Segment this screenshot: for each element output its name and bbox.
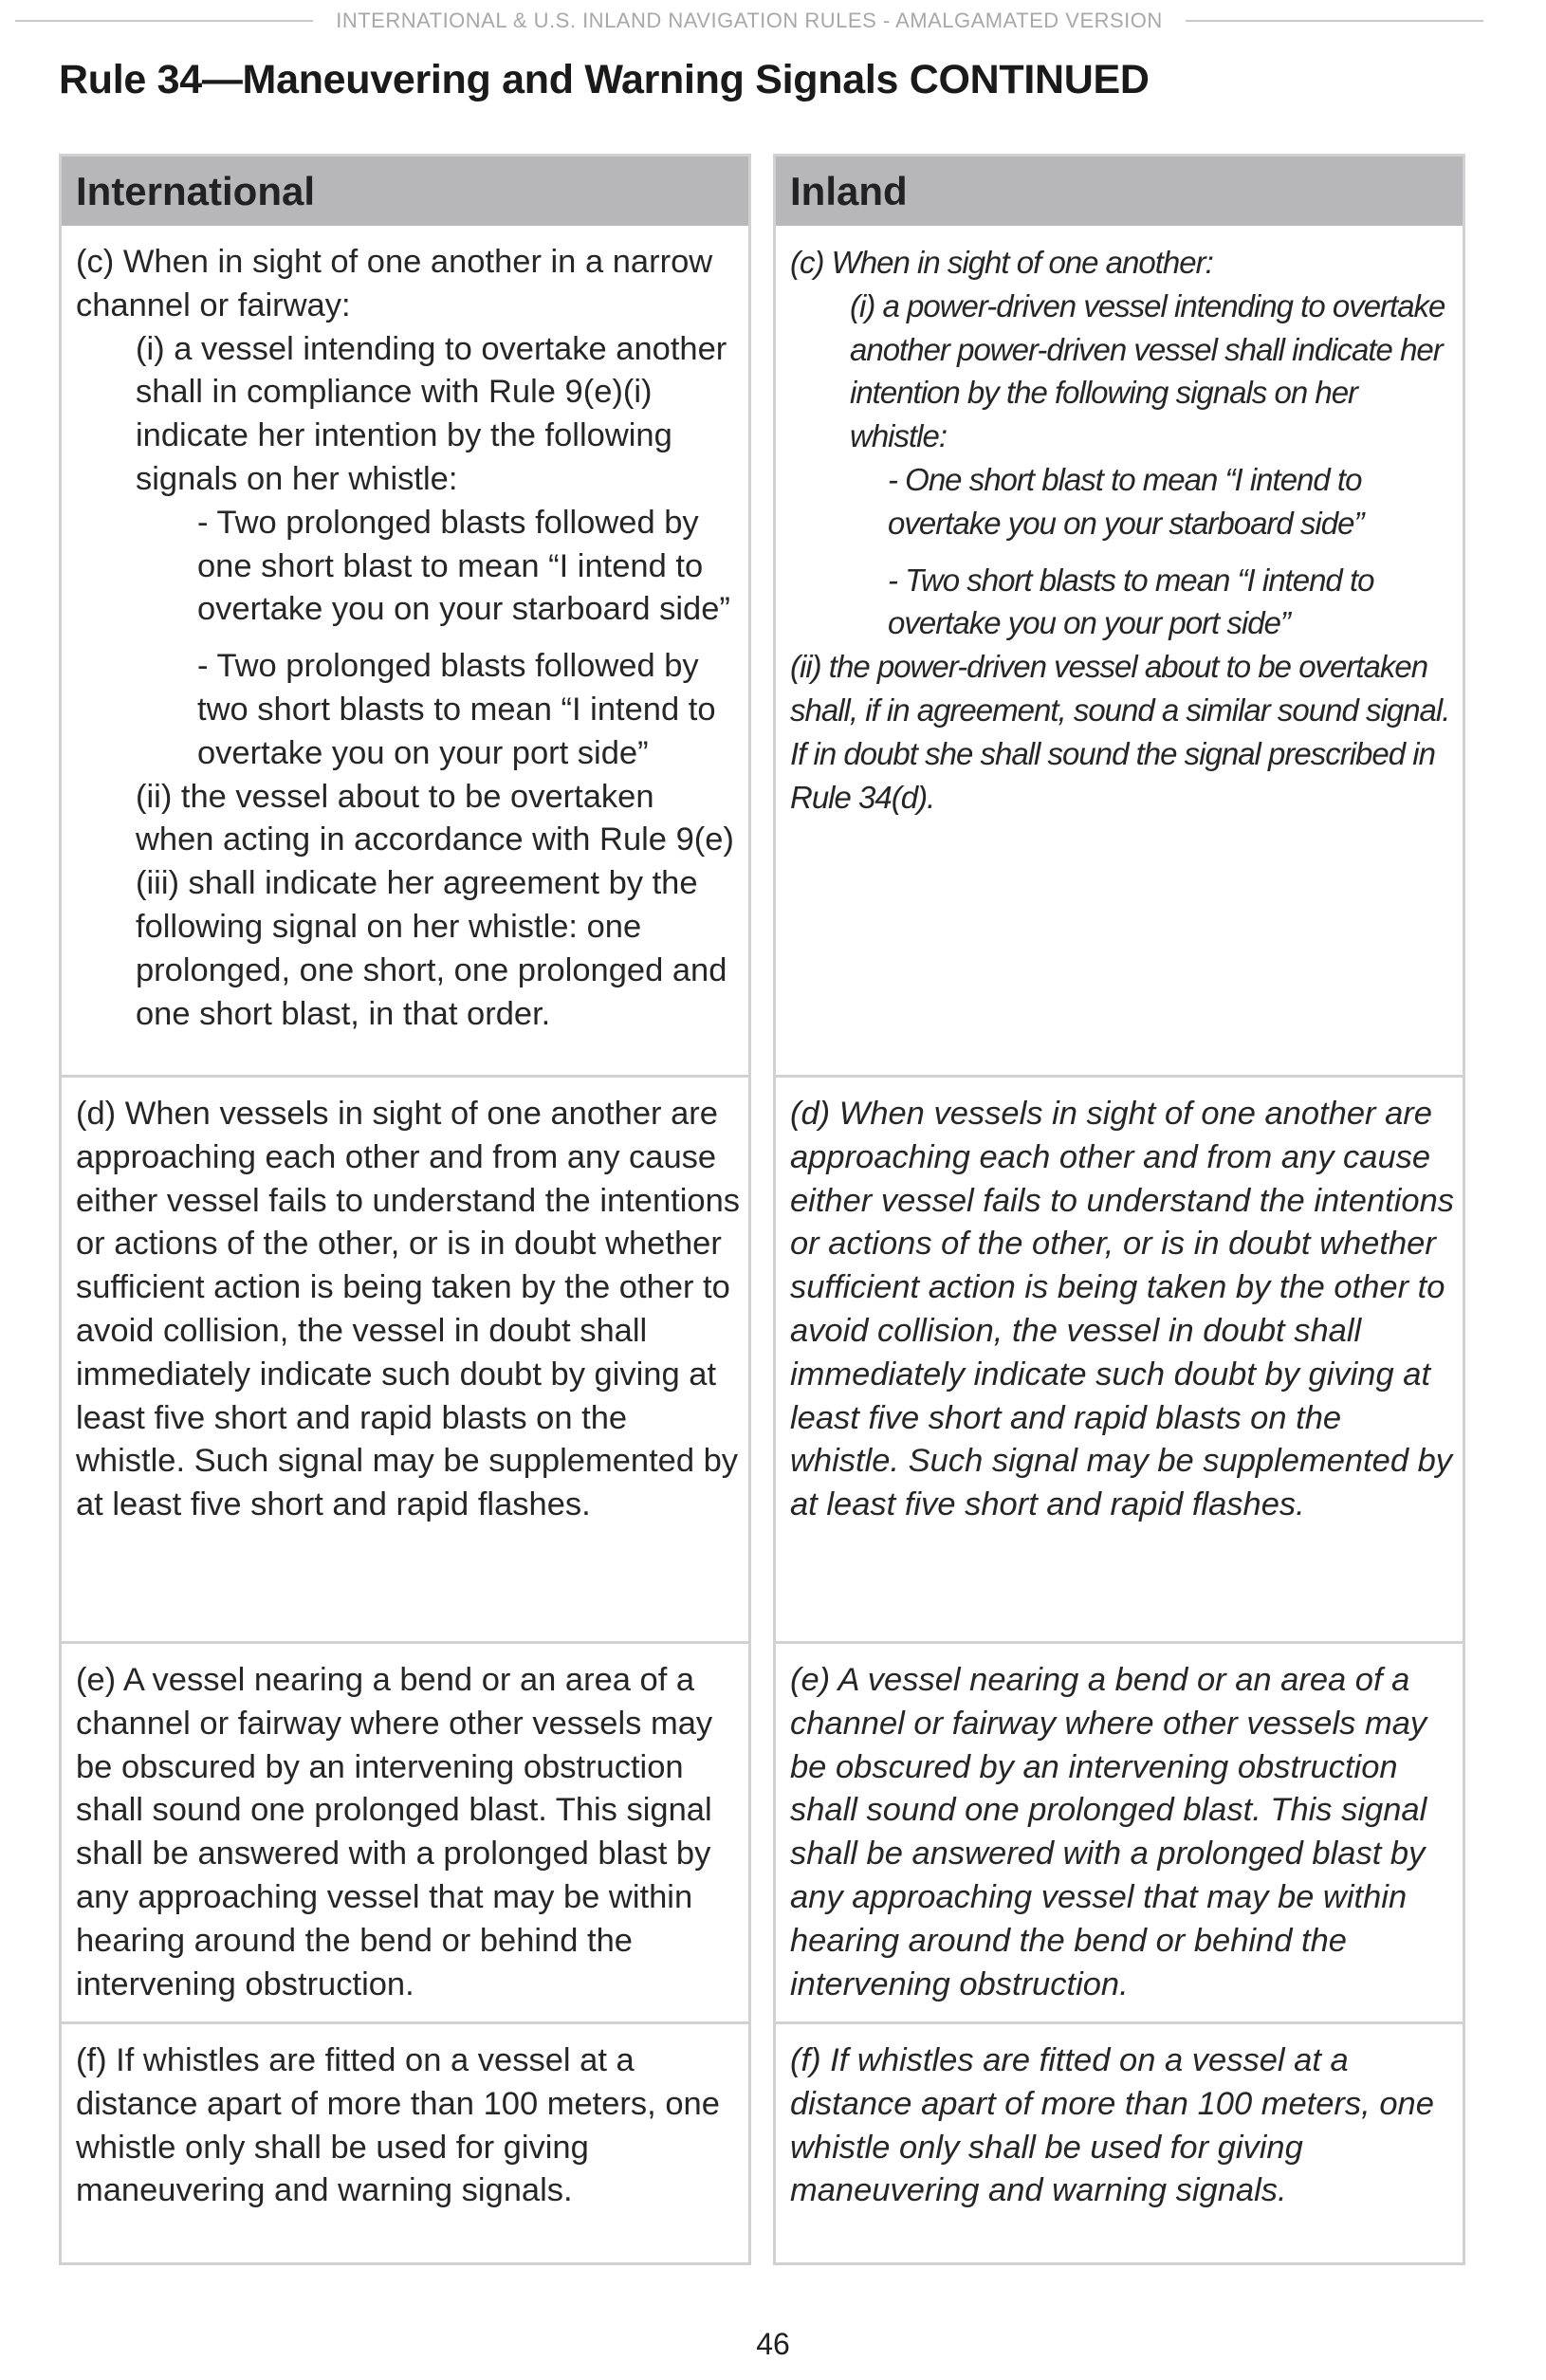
inland-e-text: (e) A vessel nearing a bend or an area of a channel or fairway where other vessels may be obscured by an intervening obstruction shall sound one prolonged blast. This signal shall be answered with a prolonged blast by any approaching vessel that may be within hearing around the bend or behind the intervening obstruction. bbox=[790, 1662, 1427, 2002]
international-d-text: (d) When vessels in sight of one another are approaching each other and from any cause either vessel fails to understand the intentions or actions of the other, or is in doubt whether sufficient action is being taken by the other to avoid collision, the vessel in doubt shall immediately indicate such doubt by giving at least five short and rapid blasts on the whistle. Such signal may be supplemented by at least five short and rapid flashes. bbox=[76, 1096, 741, 1523]
page-title: Rule 34—Maneuvering and Warning Signals CONTINUED bbox=[59, 57, 1150, 102]
inland-c-i: (i) a power-driven vessel intending to overtake another power-driven vessel shall indicate her intention by the following signals on her whistle: bbox=[850, 287, 1445, 454]
inland-rule-c bbox=[776, 226, 1463, 1075]
international-rule-c bbox=[62, 226, 748, 1075]
inland-c-intro: (c) When in sight of one another: bbox=[790, 245, 1213, 280]
international-rule-e bbox=[62, 1641, 748, 2021]
inland-rule-d bbox=[776, 1075, 1463, 1641]
international-c-i-starboard: - Two prolonged blasts followed by one short blast to mean “I intend to overtake you on your starboard side” bbox=[197, 504, 730, 628]
inland-f-text: (f) If whistles are fitted on a vessel at a distance apart of more than 100 meters, one whistle only shall be used for giving maneuvering and warning signals. bbox=[790, 2042, 1434, 2209]
international-rule-d bbox=[62, 1075, 748, 1641]
international-heading: International bbox=[62, 157, 748, 226]
running-title: INTERNATIONAL & U.S. INLAND NAVIGATION RULES - AMALGAMATED VERSION bbox=[336, 9, 1163, 32]
international-c-intro: (c) When in sight of one another in a narrow channel or fairway: bbox=[76, 244, 713, 323]
international-e-text: (e) A vessel nearing a bend or an area of a channel or fairway where other vessels may be obscured by an intervening obstruction shall sound one prolonged blast. This signal shall be answered with a prolonged blast by any approaching vessel that may be within hearing around the bend or behind the intervening obstruction. bbox=[76, 1662, 713, 2002]
inland-c-i-starboard: - One short blast to mean “I intend to overtake you on your starboard side” bbox=[888, 461, 1364, 541]
inland-heading: Inland bbox=[776, 157, 1463, 226]
international-f-text: (f) If whistles are fitted on a vessel at a distance apart of more than 100 meters, one whistle only shall be used for giving maneuvering and warning signals. bbox=[76, 2042, 720, 2209]
international-c-ii: (ii) the vessel about to be overtaken when acting in accordance with Rule 9(e)(iii) shall indicate her agreement by the following signal on her whistle: one prolonged, one short, one prolonged and one short blast, in that order. bbox=[136, 778, 734, 1032]
international-rule-f bbox=[62, 2021, 748, 2262]
page-number: 46 bbox=[756, 2327, 790, 2361]
inland-c-ii: (ii) the power-driven vessel about to be overtaken shall, if in agreement, sound a similar sound signal. If in doubt she shall sound the signal prescribed in Rule 34(d). bbox=[790, 649, 1450, 815]
header-rule-left bbox=[15, 20, 313, 22]
inland-column bbox=[773, 154, 1465, 2265]
international-column bbox=[59, 154, 751, 2265]
inland-rule-f bbox=[776, 2021, 1463, 2262]
international-c-i-port: - Two prolonged blasts followed by two short blasts to mean “I intend to overtake you on your port side” bbox=[197, 648, 716, 771]
international-c-i: (i) a vessel intending to overtake another shall in compliance with Rule 9(e)(i) indicate her intention by the following signals on her whistle: bbox=[136, 330, 727, 497]
inland-rule-e bbox=[776, 1641, 1463, 2021]
inland-c-i-port: - Two short blasts to mean “I intend to overtake you on your port side” bbox=[888, 562, 1374, 641]
inland-d-text: (d) When vessels in sight of one another are approaching each other and from any cause either vessel fails to understand the intentions or actions of the other, or is in doubt whether sufficient action is being taken by the other to avoid collision, the vessel in doubt shall immediately indicate such doubt by giving at least five short and rapid blasts on the whistle. Such signal may be supplemented by at least five short and rapid flashes. bbox=[790, 1096, 1455, 1523]
running-header bbox=[15, 8, 1483, 34]
header-rule-right bbox=[1186, 20, 1483, 22]
